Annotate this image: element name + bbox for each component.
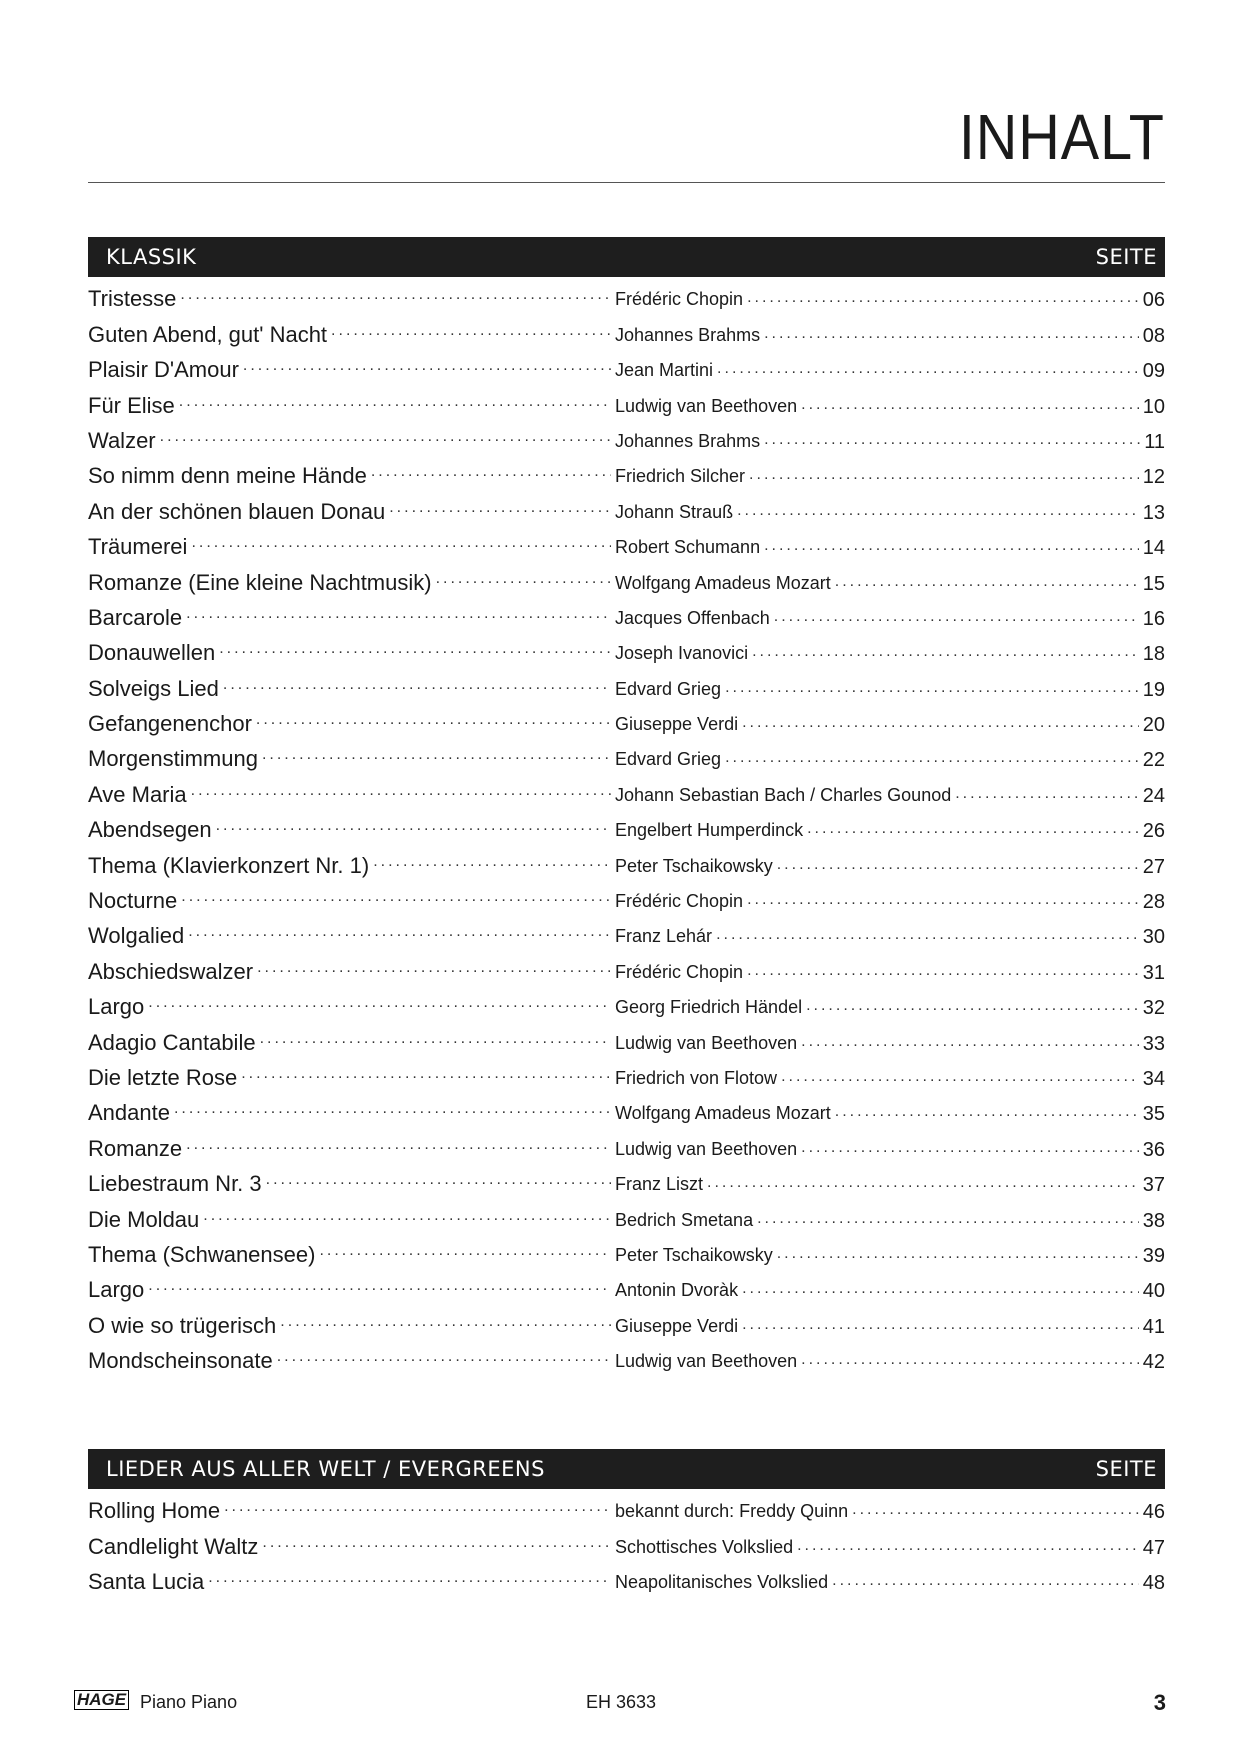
toc-entry[interactable] — [88, 1091, 1165, 1126]
dot-leader — [180, 286, 611, 312]
dot-leader — [208, 1569, 611, 1595]
toc-entry[interactable] — [88, 1197, 1165, 1232]
dot-leader — [749, 466, 1139, 489]
section-heading: LIEDER AUS ALLER WELT / EVERGREENS — [106, 1457, 545, 1481]
dot-leader — [277, 1348, 611, 1374]
piece-title: Träumerei — [88, 534, 188, 560]
composer: Ludwig van Beethoven — [615, 1351, 798, 1372]
dot-leader — [219, 640, 611, 666]
composer: Johann Strauß — [615, 501, 734, 522]
dot-leader — [373, 853, 611, 879]
dot-leader — [764, 537, 1139, 560]
page-ref: 24 — [1142, 784, 1165, 807]
dot-leader — [764, 325, 1139, 348]
composer: Ludwig van Beethoven — [615, 1032, 798, 1053]
dot-leader — [181, 888, 611, 914]
composer: Johannes Brahms — [615, 430, 761, 451]
page-ref: 28 — [1142, 891, 1165, 914]
composer: Franz Lehár — [615, 926, 713, 947]
toc-entry[interactable] — [88, 596, 1165, 631]
toc-entry[interactable] — [88, 1020, 1165, 1055]
piece-title: Largo — [88, 1277, 145, 1303]
composer: Friedrich Silcher — [615, 466, 746, 487]
page-ref: 14 — [1142, 537, 1165, 560]
composer: Engelbert Humperdinck — [615, 820, 804, 841]
dot-leader — [806, 997, 1139, 1020]
piece-title: Guten Abend, gut' Nacht — [88, 321, 328, 347]
toc-entry[interactable] — [88, 489, 1165, 524]
composer: Giuseppe Verdi — [615, 1315, 739, 1336]
composer: Ludwig van Beethoven — [615, 395, 798, 416]
page-ref: 22 — [1142, 749, 1165, 772]
dot-leader — [717, 360, 1139, 383]
page-ref: 20 — [1142, 714, 1165, 737]
publisher-logo: HAGE — [74, 1690, 129, 1710]
piece-title: Romanze — [88, 1135, 183, 1161]
toc-entry[interactable] — [88, 1126, 1165, 1161]
dot-leader — [835, 1103, 1139, 1126]
book-title: Piano Piano — [140, 1692, 238, 1712]
page-ref: 37 — [1142, 1174, 1165, 1197]
dot-leader — [742, 1316, 1139, 1339]
page-ref: 12 — [1142, 466, 1165, 489]
toc-entry[interactable] — [88, 383, 1165, 418]
composer: Wolfgang Amadeus Mozart — [615, 1103, 831, 1124]
piece-title: Romanze (Eine kleine Nachtmusik) — [88, 569, 432, 595]
dot-leader — [260, 1030, 611, 1056]
dot-leader — [148, 994, 611, 1020]
dot-leader — [371, 463, 611, 489]
toc-entry[interactable] — [88, 1339, 1165, 1374]
toc-entry[interactable] — [88, 879, 1165, 914]
toc-entry[interactable] — [88, 1489, 1165, 1524]
page-ref: 42 — [1142, 1351, 1165, 1374]
page-ref: 30 — [1142, 926, 1165, 949]
page-ref: 38 — [1142, 1209, 1165, 1232]
dot-leader — [801, 1351, 1139, 1374]
section-klassik — [88, 237, 1165, 1374]
composer: Franz Liszt — [615, 1174, 704, 1195]
dot-leader — [191, 534, 611, 560]
dot-leader — [742, 714, 1139, 737]
dot-leader — [191, 782, 611, 808]
section-evergreens — [88, 1449, 1165, 1595]
toc-entry[interactable] — [88, 277, 1165, 312]
composer: Bedrich Smetana — [615, 1209, 754, 1230]
page-ref: 40 — [1142, 1280, 1165, 1303]
page-ref: 06 — [1142, 289, 1165, 312]
section-heading: KLASSIK — [106, 245, 197, 269]
toc-entry[interactable] — [88, 631, 1165, 666]
piece-title: Thema (Schwanensee) — [88, 1241, 316, 1267]
composer: Johannes Brahms — [615, 324, 761, 345]
piece-title: Adagio Cantabile — [88, 1029, 256, 1055]
page-ref: 41 — [1142, 1315, 1165, 1338]
dot-leader — [747, 962, 1139, 985]
dot-leader — [256, 711, 611, 737]
composer: Giuseppe Verdi — [615, 714, 739, 735]
dot-leader — [224, 1498, 611, 1524]
piece-title: Abendsegen — [88, 817, 212, 843]
toc-entry[interactable] — [88, 843, 1165, 878]
composer: Wolfgang Amadeus Mozart — [615, 572, 831, 593]
page-ref: 26 — [1142, 820, 1165, 843]
piece-title: Ave Maria — [88, 781, 187, 807]
composer: Edvard Grieg — [615, 749, 722, 770]
piece-title: Abschiedswalzer — [88, 958, 254, 984]
page-ref: 32 — [1142, 997, 1165, 1020]
composer: bekannt durch: Freddy Quinn — [615, 1501, 849, 1522]
piece-title: Barcarole — [88, 604, 183, 630]
composer: Robert Schumann — [615, 537, 761, 558]
page-ref: 46 — [1142, 1501, 1165, 1524]
page-ref: 08 — [1142, 324, 1165, 347]
dot-leader — [707, 1174, 1139, 1197]
piece-title: O wie so trügerisch — [88, 1312, 277, 1338]
piece-title: Plaisir D'Amour — [88, 357, 239, 383]
composer: Frédéric Chopin — [615, 891, 744, 912]
dot-leader — [781, 1068, 1139, 1091]
page-ref: 27 — [1142, 855, 1165, 878]
page-ref: 18 — [1142, 643, 1165, 666]
piece-title: Die letzte Rose — [88, 1064, 238, 1090]
toc-entry[interactable] — [88, 985, 1165, 1020]
toc-entry[interactable] — [88, 1524, 1165, 1559]
composer: Friedrich von Flotow — [615, 1067, 778, 1088]
piece-title: So nimm denn meine Hände — [88, 463, 367, 489]
composer: Schottisches Volkslied — [615, 1536, 794, 1557]
dot-leader — [777, 1245, 1139, 1268]
dot-leader — [436, 570, 611, 596]
composer: Georg Friedrich Händel — [615, 997, 803, 1018]
dot-leader — [186, 605, 611, 631]
composer: Ludwig van Beethoven — [615, 1138, 798, 1159]
piece-title: Largo — [88, 994, 145, 1020]
piece-title: Candlelight Waltz — [88, 1533, 259, 1559]
dot-leader — [179, 393, 611, 419]
dot-leader — [186, 1136, 611, 1162]
piece-title: Thema (Klavierkonzert Nr. 1) — [88, 852, 370, 878]
toc-entry[interactable] — [88, 1268, 1165, 1303]
dot-leader — [148, 1277, 611, 1303]
dot-leader — [757, 1210, 1139, 1233]
page-column-label: SEITE — [1095, 245, 1157, 269]
composer: Edvard Grieg — [615, 678, 722, 699]
dot-leader — [331, 322, 611, 348]
piece-title: Andante — [88, 1100, 170, 1126]
page-ref: 36 — [1142, 1138, 1165, 1161]
page-ref: 39 — [1142, 1244, 1165, 1267]
toc-entry[interactable] — [88, 1233, 1165, 1268]
page-ref: 16 — [1142, 607, 1165, 630]
piece-title: Liebestraum Nr. 3 — [88, 1171, 262, 1197]
piece-title: Tristesse — [88, 286, 177, 312]
page-ref: 15 — [1142, 572, 1165, 595]
toc-entry[interactable] — [88, 1162, 1165, 1197]
dot-leader — [747, 891, 1139, 914]
page-ref: 34 — [1142, 1067, 1165, 1090]
page-ref: 11 — [1144, 430, 1165, 453]
dot-leader — [262, 746, 611, 772]
dot-leader — [764, 431, 1140, 454]
toc-entry[interactable] — [88, 808, 1165, 843]
toc-entry[interactable] — [88, 348, 1165, 383]
dot-leader — [188, 923, 611, 949]
piece-title: Santa Lucia — [88, 1569, 205, 1595]
toc-entry[interactable] — [88, 666, 1165, 701]
toc-entry[interactable] — [88, 949, 1165, 984]
dot-leader — [160, 428, 611, 454]
dot-leader — [216, 817, 611, 843]
edition-code: EH 3633 — [586, 1692, 657, 1712]
dot-leader — [725, 679, 1139, 702]
dot-leader — [801, 1139, 1139, 1162]
dot-leader — [223, 676, 611, 702]
composer: Jean Martini — [615, 360, 714, 381]
dot-leader — [725, 749, 1139, 772]
dot-leader — [852, 1501, 1139, 1524]
composer: Jacques Offenbach — [615, 607, 770, 628]
piece-title: Solveigs Lied — [88, 675, 219, 701]
toc-entry[interactable] — [88, 312, 1165, 347]
composer: Frédéric Chopin — [615, 289, 744, 310]
piece-title: Rolling Home — [88, 1498, 221, 1524]
dot-leader — [955, 785, 1139, 808]
piece-title: An der schönen blauen Donau — [88, 498, 386, 524]
dot-leader — [262, 1534, 611, 1560]
composer: Frédéric Chopin — [615, 961, 744, 982]
piece-title: Die Moldau — [88, 1206, 200, 1232]
page-ref: 33 — [1142, 1032, 1165, 1055]
dot-leader — [797, 1537, 1139, 1560]
composer: Antonin Dvoràk — [615, 1280, 739, 1301]
dot-leader — [174, 1100, 611, 1126]
piece-title: Für Elise — [88, 392, 175, 418]
piece-title: Walzer — [88, 427, 156, 453]
dot-leader — [777, 856, 1139, 879]
footer — [74, 1690, 1166, 1720]
toc-entry[interactable] — [88, 454, 1165, 489]
toc-entry[interactable] — [88, 1560, 1165, 1595]
toc-entry[interactable] — [88, 525, 1165, 560]
piece-title: Gefangenenchor — [88, 711, 252, 737]
section-header — [88, 1449, 1165, 1489]
toc-entry[interactable] — [88, 419, 1165, 454]
composer: Joseph Ivanovici — [615, 643, 749, 664]
piece-title: Wolgalied — [88, 923, 185, 949]
dot-leader — [807, 820, 1139, 843]
title-rule — [88, 182, 1165, 183]
dot-leader — [266, 1171, 611, 1197]
page-ref: 31 — [1142, 961, 1165, 984]
toc-entry[interactable] — [88, 737, 1165, 772]
composer: Peter Tschaikowsky — [615, 855, 773, 876]
toc-entry[interactable] — [88, 1303, 1165, 1338]
section-header — [88, 237, 1165, 277]
dot-leader — [801, 396, 1139, 419]
composer: Peter Tschaikowsky — [615, 1244, 773, 1265]
piece-title: Nocturne — [88, 888, 178, 914]
dot-leader — [241, 1065, 611, 1091]
page-ref: 09 — [1142, 360, 1165, 383]
dot-leader — [737, 502, 1139, 525]
dot-leader — [752, 643, 1139, 666]
toc-entry[interactable] — [88, 914, 1165, 949]
composer: Johann Sebastian Bach / Charles Gounod — [615, 784, 952, 805]
dot-leader — [835, 573, 1139, 596]
page-title: INHALT — [959, 101, 1165, 173]
dot-leader — [243, 357, 611, 383]
dot-leader — [716, 926, 1139, 949]
composer: Neapolitanisches Volkslied — [615, 1572, 829, 1593]
toc-entry[interactable] — [88, 772, 1165, 807]
page-ref: 19 — [1142, 678, 1165, 701]
dot-leader — [280, 1313, 611, 1339]
page-ref: 13 — [1142, 501, 1165, 524]
dot-leader — [257, 959, 611, 985]
page-number: 3 — [1153, 1690, 1166, 1715]
dot-leader — [319, 1242, 611, 1268]
page-ref: 10 — [1142, 395, 1165, 418]
page-ref: 35 — [1142, 1103, 1165, 1126]
toc-entry[interactable] — [88, 1056, 1165, 1091]
dot-leader — [747, 289, 1139, 312]
dot-leader — [742, 1280, 1139, 1303]
dot-leader — [203, 1207, 611, 1233]
piece-title: Mondscheinsonate — [88, 1348, 273, 1374]
toc-entry[interactable] — [88, 560, 1165, 595]
toc-entry[interactable] — [88, 702, 1165, 737]
dot-leader — [389, 499, 611, 525]
page-ref: 48 — [1142, 1572, 1165, 1595]
dot-leader — [801, 1033, 1139, 1056]
piece-title: Donauwellen — [88, 640, 216, 666]
piece-title: Morgenstimmung — [88, 746, 258, 772]
dot-leader — [774, 608, 1139, 631]
page-ref: 47 — [1142, 1536, 1165, 1559]
page-column-label: SEITE — [1095, 1457, 1157, 1481]
dot-leader — [832, 1572, 1139, 1595]
